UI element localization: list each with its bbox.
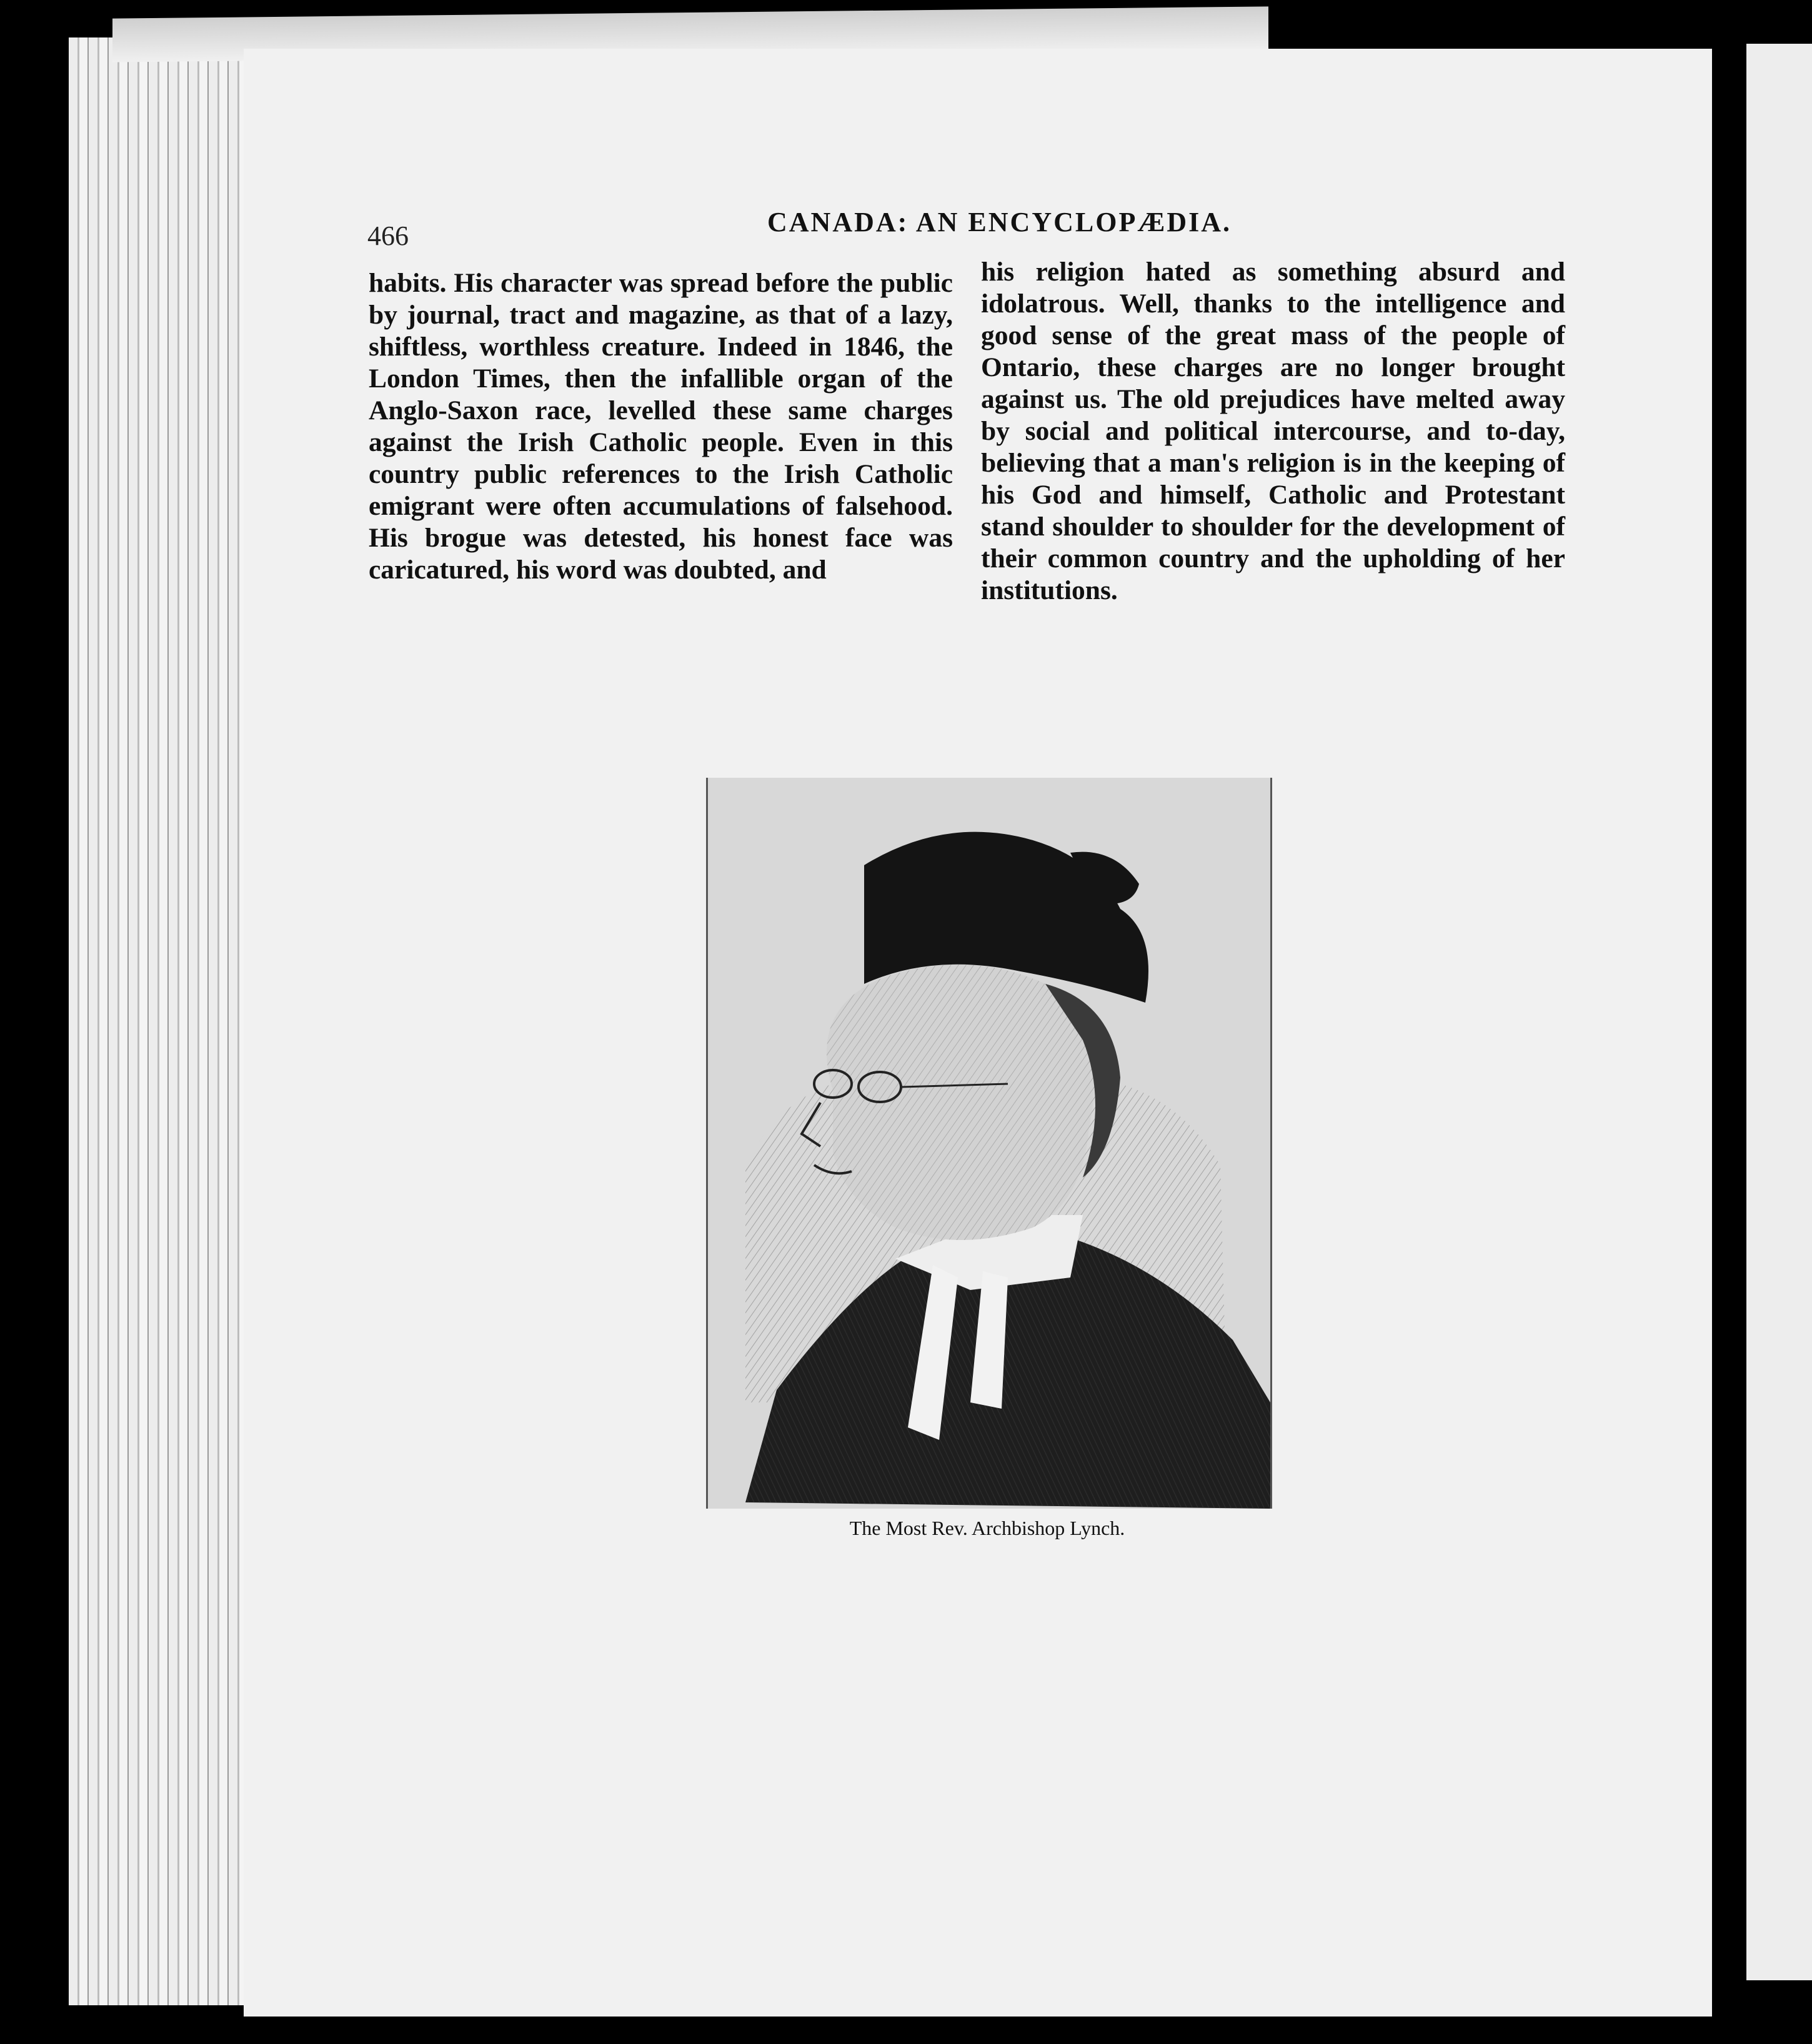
page-number: 466 — [367, 221, 409, 251]
gutter-shadow — [1715, 44, 1745, 1974]
text-column-right: his religion hated as something absurd and idolatrous. Well, thanks to the intelligence and good sense of the great mass of the people of Ontario, these charges are no longer brought against us. The old prejudices have melted away by social and political intercourse, and to-day, believing that a man's religion is in the keeping of his God and himself, Catholic and Protestant stand shoulder to shoulder for the development of their common country and the upholding of her institutions. — [981, 257, 1565, 605]
running-title: CANADA: AN ENCYCLOPÆDIA. — [767, 207, 1232, 237]
portrait-illustration — [706, 778, 1272, 1509]
next-page-edge — [1746, 44, 1812, 1980]
page-header — [367, 206, 1580, 251]
archbishop-portrait-engraving — [708, 778, 1270, 1509]
illustration-caption: The Most Rev. Archbishop Lynch. — [849, 1517, 1125, 1539]
text-column-left: habits. His character was spread before the public by journal, tract and magazine, as that of a lazy, shiftless, worthless creature. Indeed in 1846, the London Times, then the infallible organ of the Anglo-Saxon race, levelled these same charges against the Irish Catholic people. Even in this country public references to the Irish Catholic emigrant were often accumulations of falsehood. His brogue was detested, his honest face was caricatured, his word was doubted, and — [369, 268, 953, 585]
